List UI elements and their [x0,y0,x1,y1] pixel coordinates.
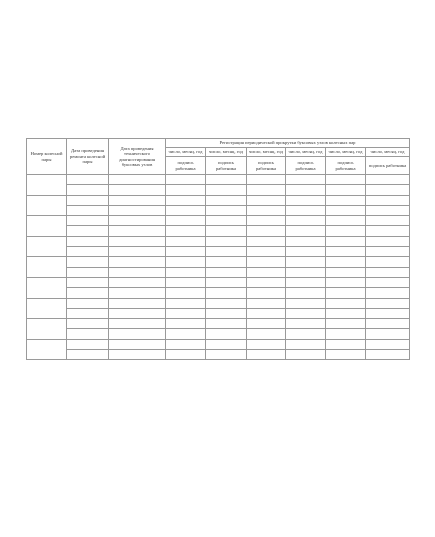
entry-cell[interactable] [166,226,206,236]
entry-cell[interactable] [166,247,206,257]
entry-cell[interactable] [67,350,109,360]
entry-cell[interactable] [286,339,326,349]
table-row [27,226,410,236]
entry-cell[interactable] [206,339,247,349]
entry-cell[interactable] [326,257,366,267]
table-row [27,267,410,277]
table-row [27,247,410,257]
entry-cell[interactable] [206,308,247,318]
entry-cell[interactable] [247,329,286,339]
entry-cell[interactable] [286,350,326,360]
entry-cell[interactable] [166,195,206,205]
entry-cell[interactable] [247,298,286,308]
entry-cell[interactable] [206,236,247,246]
entry-cell[interactable] [326,236,366,246]
entry-cell[interactable] [326,185,366,195]
entry-cell[interactable] [109,319,166,329]
entry-cell[interactable] [326,298,366,308]
entry-cell[interactable] [206,257,247,267]
entry-cell[interactable] [67,236,109,246]
entry-cell[interactable] [247,257,286,267]
entry-cell[interactable] [326,339,366,349]
entry-cell[interactable] [166,288,206,298]
entry-cell[interactable] [166,236,206,246]
header-signature-cell: подпись работника [326,157,366,175]
wheelset-number-cell[interactable] [27,319,67,340]
entry-cell[interactable] [166,308,206,318]
entry-cell[interactable] [247,267,286,277]
entry-cell[interactable] [366,298,410,308]
entry-cell[interactable] [67,185,109,195]
header-wheelset-number: Номер колесной пары [27,139,67,175]
entry-cell[interactable] [366,236,410,246]
entry-cell[interactable] [109,339,166,349]
entry-cell[interactable] [247,185,286,195]
table-row [27,288,410,298]
entry-cell[interactable] [326,216,366,226]
entry-cell[interactable] [67,175,109,185]
entry-cell[interactable] [67,329,109,339]
entry-cell[interactable] [247,308,286,318]
entry-cell[interactable] [286,319,326,329]
table-row [27,205,410,215]
entry-cell[interactable] [366,205,410,215]
entry-cell[interactable] [206,329,247,339]
entry-cell[interactable] [166,350,206,360]
entry-cell[interactable] [166,257,206,267]
entry-cell[interactable] [166,319,206,329]
entry-cell[interactable] [366,329,410,339]
entry-cell[interactable] [286,247,326,257]
entry-cell[interactable] [247,236,286,246]
entry-cell[interactable] [286,185,326,195]
entry-cell[interactable] [166,298,206,308]
entry-cell[interactable] [286,236,326,246]
entry-cell[interactable] [326,226,366,236]
entry-cell[interactable] [67,319,109,329]
entry-cell[interactable] [326,329,366,339]
entry-cell[interactable] [247,205,286,215]
table-row [27,319,410,329]
entry-cell[interactable] [326,288,366,298]
header-date-cell: число, месяц, год [366,148,410,157]
entry-cell[interactable] [166,216,206,226]
entry-cell[interactable] [206,350,247,360]
entry-cell[interactable] [109,226,166,236]
entry-cell[interactable] [206,205,247,215]
entry-cell[interactable] [366,288,410,298]
entry-cell[interactable] [166,329,206,339]
wheelset-number-cell[interactable] [27,277,67,298]
entry-cell[interactable] [67,257,109,267]
table-row [27,216,410,226]
entry-cell[interactable] [286,308,326,318]
table-row [27,339,410,349]
entry-cell[interactable] [286,288,326,298]
header-signature-cell: подпись работника [247,157,286,175]
entry-cell[interactable] [247,350,286,360]
entry-cell[interactable] [206,288,247,298]
entry-cell[interactable] [286,257,326,267]
entry-cell[interactable] [366,339,410,349]
entry-cell[interactable] [366,319,410,329]
table-row [27,185,410,195]
wheelset-number-cell[interactable] [27,339,67,360]
entry-cell[interactable] [247,247,286,257]
table-row [27,277,410,287]
header-date-cell: число, месяц, год [206,148,247,157]
entry-cell[interactable] [109,195,166,205]
registration-table [26,138,410,360]
table-row [27,308,410,318]
entry-cell[interactable] [67,339,109,349]
table-body [27,175,410,360]
entry-cell[interactable] [247,195,286,205]
entry-cell[interactable] [109,350,166,360]
wheelset-number-cell[interactable] [27,257,67,278]
entry-cell[interactable] [247,216,286,226]
entry-cell[interactable] [166,205,206,215]
entry-cell[interactable] [206,226,247,236]
entry-cell[interactable] [109,329,166,339]
wheelset-number-cell[interactable] [27,298,67,319]
entry-cell[interactable] [166,277,206,287]
entry-cell[interactable] [286,226,326,236]
entry-cell[interactable] [109,308,166,318]
entry-cell[interactable] [67,205,109,215]
entry-cell[interactable] [366,216,410,226]
entry-cell[interactable] [206,277,247,287]
entry-cell[interactable] [326,205,366,215]
entry-cell[interactable] [109,247,166,257]
entry-cell[interactable] [206,247,247,257]
entry-cell[interactable] [206,216,247,226]
entry-cell[interactable] [366,350,410,360]
entry-cell[interactable] [67,216,109,226]
header-repair-date: Дата проведения ремонта колесной пары [67,139,109,175]
table-row [27,350,410,360]
entry-cell[interactable] [326,267,366,277]
entry-cell[interactable] [366,175,410,185]
header-signature-cell: подпись работника [366,157,410,175]
entry-cell[interactable] [247,319,286,329]
entry-cell[interactable] [247,288,286,298]
entry-cell[interactable] [286,216,326,226]
header-periodic-rotation: Регистрация периодической прокрутки буксовых узлов колесных пар [166,139,410,148]
entry-cell[interactable] [326,277,366,287]
entry-cell[interactable] [206,185,247,195]
entry-cell[interactable] [366,247,410,257]
entry-cell[interactable] [206,267,247,277]
entry-cell[interactable] [67,288,109,298]
entry-cell[interactable] [206,298,247,308]
wheelset-number-cell[interactable] [27,236,67,257]
entry-cell[interactable] [109,185,166,195]
entry-cell[interactable] [109,288,166,298]
entry-cell[interactable] [67,277,109,287]
entry-cell[interactable] [286,175,326,185]
entry-cell[interactable] [326,195,366,205]
entry-cell[interactable] [326,350,366,360]
entry-cell[interactable] [326,308,366,318]
header-signature-cell: подпись работника [286,157,326,175]
entry-cell[interactable] [366,226,410,236]
header-date-cell: число, месяц, год [286,148,326,157]
entry-cell[interactable] [166,267,206,277]
entry-cell[interactable] [366,257,410,267]
entry-cell[interactable] [109,277,166,287]
entry-cell[interactable] [366,195,410,205]
entry-cell[interactable] [247,277,286,287]
entry-cell[interactable] [109,236,166,246]
entry-cell[interactable] [166,339,206,349]
header-date-cell: число, месяц, год [247,148,286,157]
entry-cell[interactable] [247,175,286,185]
entry-cell[interactable] [366,267,410,277]
entry-cell[interactable] [67,195,109,205]
entry-cell[interactable] [286,277,326,287]
header-date-cell: число, месяц, год [326,148,366,157]
entry-cell[interactable] [109,257,166,267]
entry-cell[interactable] [326,175,366,185]
entry-cell[interactable] [109,267,166,277]
entry-cell[interactable] [67,226,109,236]
entry-cell[interactable] [109,298,166,308]
entry-cell[interactable] [286,195,326,205]
table-row [27,257,410,267]
header-date-cell: число, месяц, год [166,148,206,157]
entry-cell[interactable] [206,195,247,205]
entry-cell[interactable] [326,319,366,329]
entry-cell[interactable] [166,185,206,195]
entry-cell[interactable] [366,308,410,318]
header-signature-cell: подпись работника [166,157,206,175]
entry-cell[interactable] [366,277,410,287]
entry-cell[interactable] [286,205,326,215]
table-row [27,329,410,339]
entry-cell[interactable] [286,329,326,339]
entry-cell[interactable] [326,247,366,257]
wheelset-number-cell[interactable] [27,175,67,196]
table-row [27,195,410,205]
entry-cell[interactable] [67,298,109,308]
table-row [27,175,410,185]
entry-cell[interactable] [366,185,410,195]
wheelset-number-cell[interactable] [27,216,67,237]
entry-cell[interactable] [247,339,286,349]
entry-cell[interactable] [109,175,166,185]
entry-cell[interactable] [67,267,109,277]
entry-cell[interactable] [206,175,247,185]
table-row [27,236,410,246]
entry-cell[interactable] [67,308,109,318]
entry-cell[interactable] [206,319,247,329]
entry-cell[interactable] [166,175,206,185]
table-row [27,298,410,308]
entry-cell[interactable] [286,267,326,277]
header-signature-cell: подпись работника [206,157,247,175]
header-diagnostics-date: Дата проведения технического диагностирования буксовых узлов [109,139,166,175]
wheelset-number-cell[interactable] [27,195,67,216]
entry-cell[interactable] [109,205,166,215]
entry-cell[interactable] [286,298,326,308]
entry-cell[interactable] [109,216,166,226]
entry-cell[interactable] [67,247,109,257]
entry-cell[interactable] [247,226,286,236]
